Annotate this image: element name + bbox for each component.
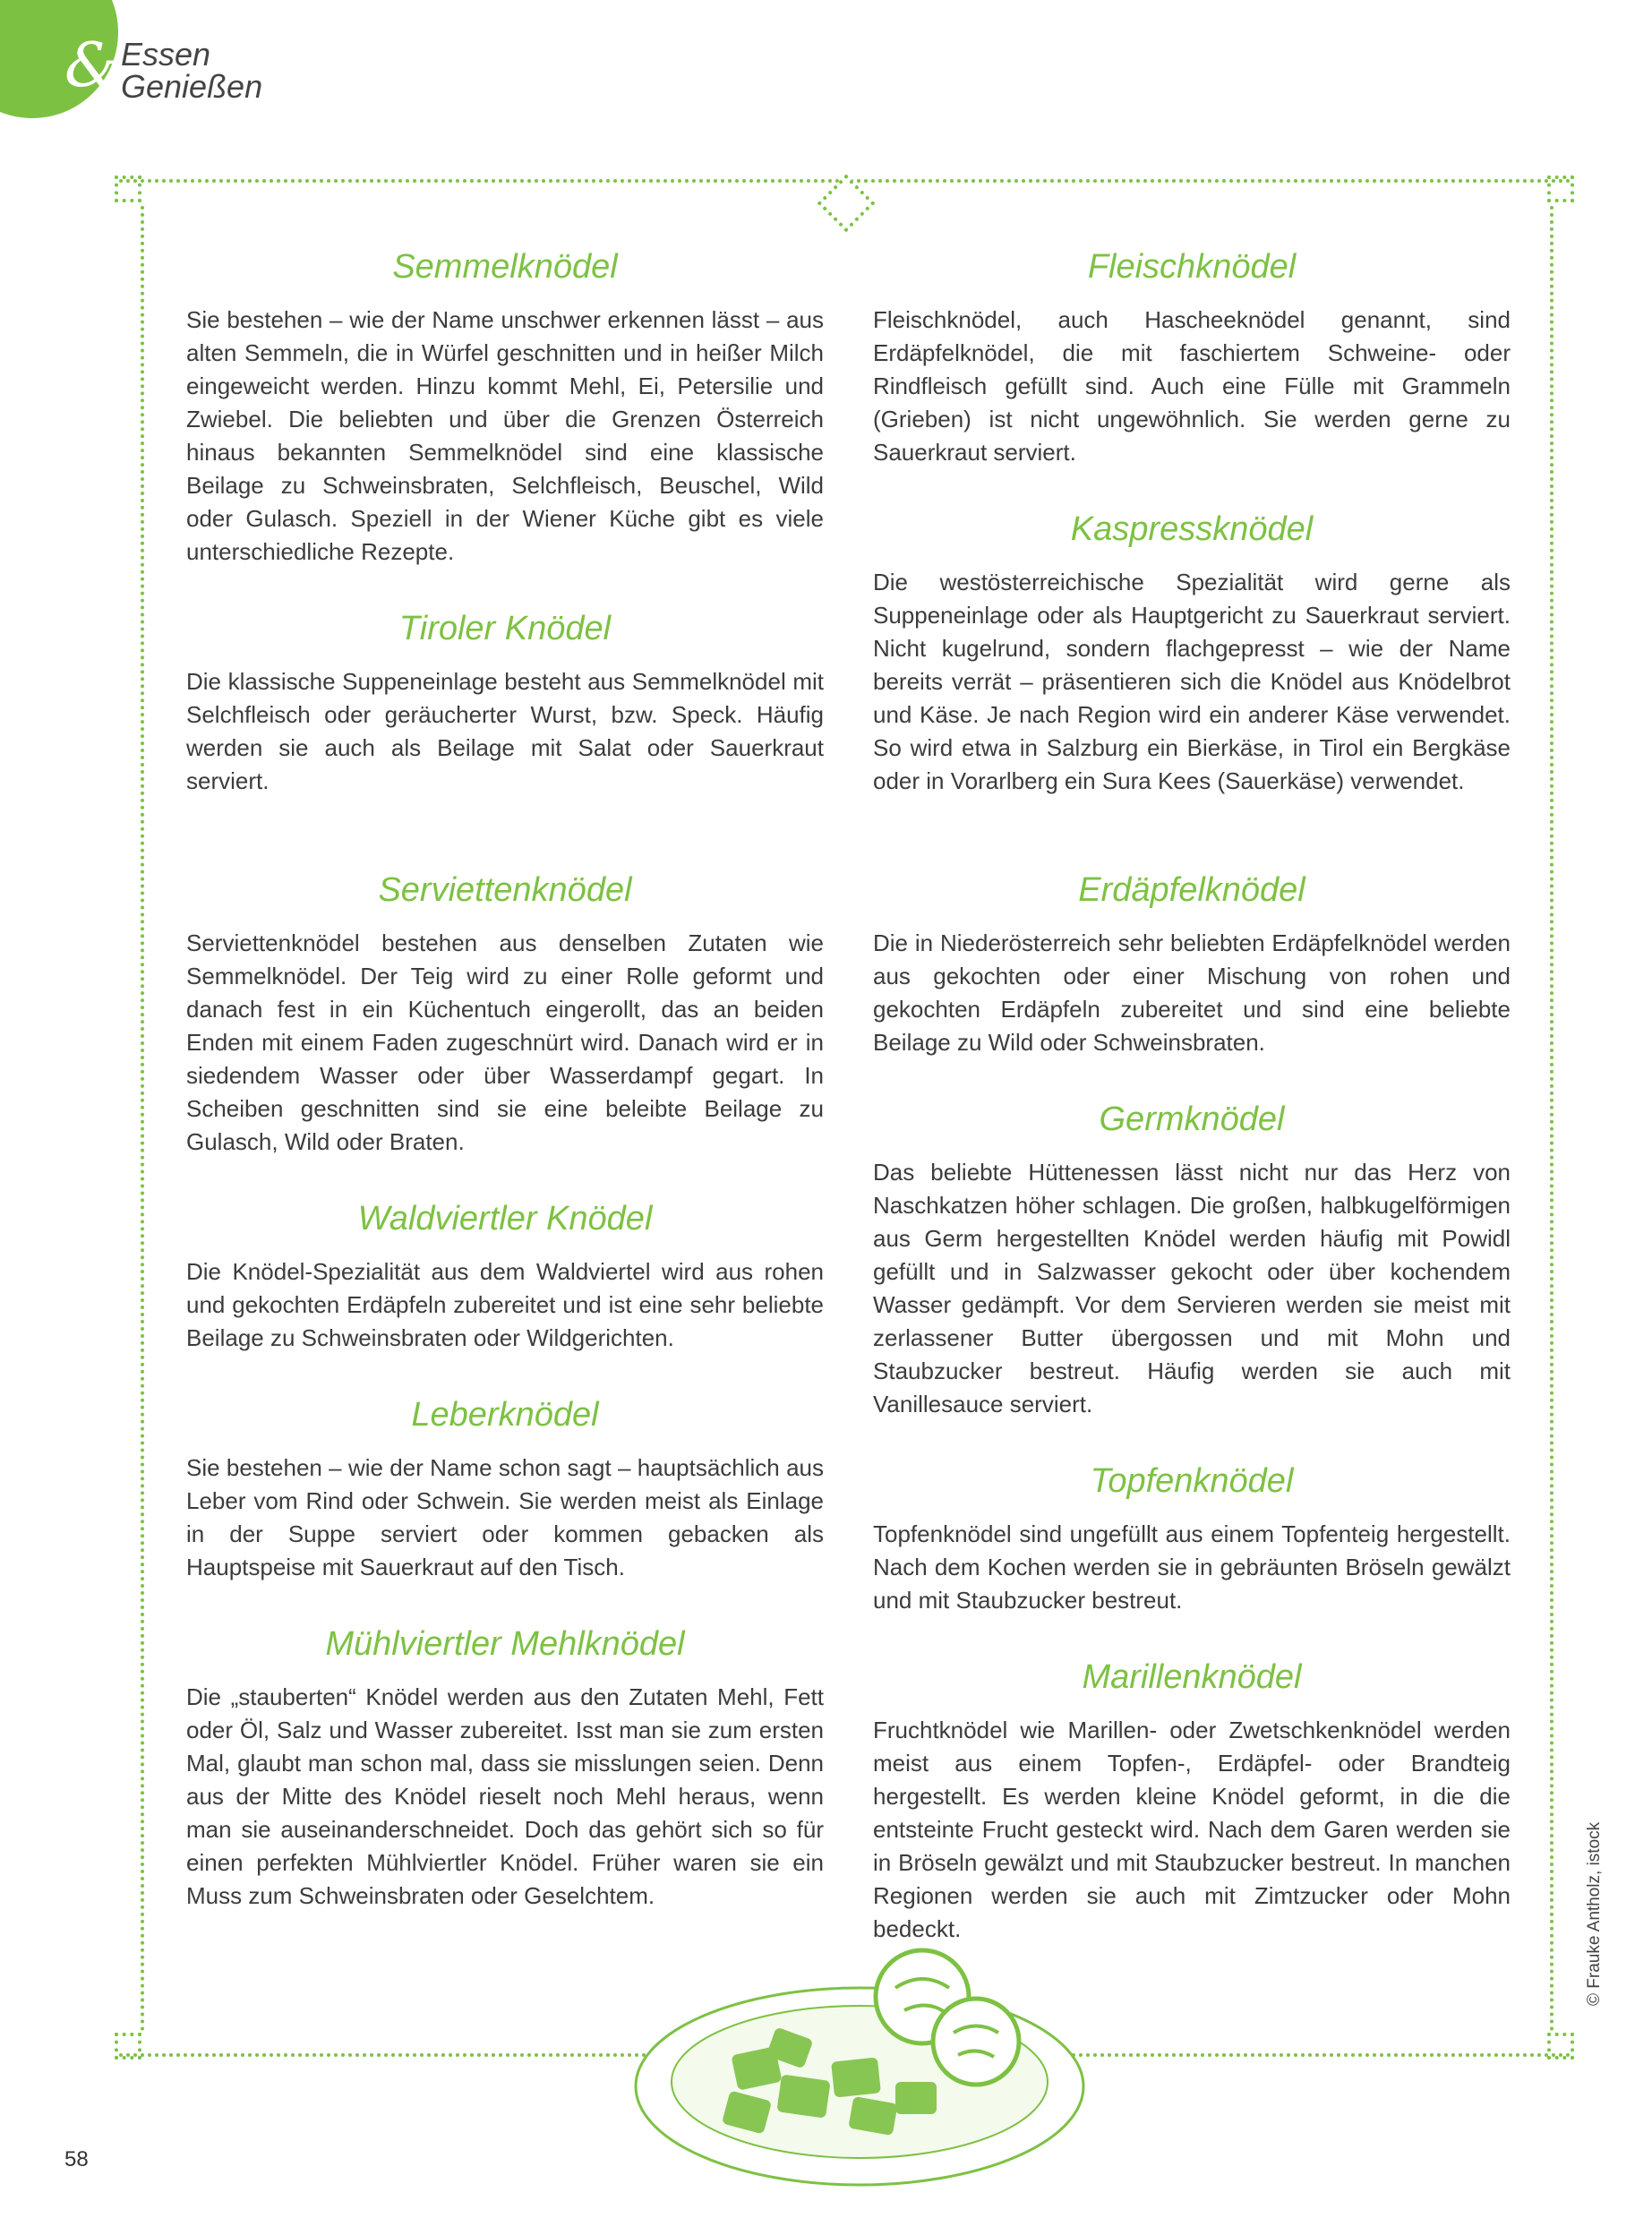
section-waldviertler-knoedel — [186, 1198, 824, 1355]
section-title: Fleischknödel — [1087, 248, 1297, 286]
frame-corner-top-left — [115, 176, 141, 202]
section-title: Kaspressknödel — [1070, 510, 1314, 548]
left-column — [186, 246, 824, 1913]
section-body: Die klassische Suppeneinlage besteht aus Semmelknödel mit Selchfleisch oder geräucherter Wurst, bzw. Speck. Häufig werden sie auch als Beilage mit Salat oder Sauerkraut serviert. — [186, 668, 824, 794]
section-tiroler-knoedel — [186, 608, 824, 798]
frame-corner-top-right — [1547, 176, 1574, 202]
photo-credit: © Frauke Antholz, istock — [1585, 1821, 1604, 2006]
dumpling-plate-illustration — [627, 1863, 1092, 2203]
section-semmelknoedel — [186, 246, 824, 569]
section-body: Serviettenknödel bestehen aus denselben Zutaten wie Semmelknödel. Der Teig wird zu einer Rolle geformt und danach fest in ein Küchentuch eingerollt, das an beiden Enden mit einem Faden zugeschnürt wird. Danach wird er in siedendem Wasser oder über Wasserdampf gegart. In Scheiben geschnitten sind sie eine beleibte Beilage zu Gulasch, Wild oder Braten. — [186, 929, 824, 1155]
section-body: Die „stauberten“ Knödel werden aus den Zutaten Mehl, Fett oder Öl, Salz und Wasser zubereitet. Isst man sie zum ersten Mal, glaubt man schon mal, dass sie misslungen seien. Denn aus der Mitte des Knödel rieselt noch Mehl heraus, wenn man sie auseinanderschneidet. Doch das gehört sich so für einen perfekten Mühlviertler Knödel. Früher waren sie ein Muss zum Schweinsbraten oder Geselchtem. — [186, 1683, 824, 1909]
right-column — [873, 246, 1511, 1946]
section-body: Die Knödel-Spezialität aus dem Waldviertel wird aus rohen und gekochten Erdäpfeln zubereitet und ist eine sehr beliebte Beilage zu Schweinsbraten oder Wildgerichten. — [186, 1258, 824, 1351]
section-topfenknoedel — [873, 1460, 1511, 1617]
frame-left-border — [141, 206, 144, 2033]
brand-ampersand: & — [64, 30, 119, 101]
page-number: 58 — [64, 2147, 89, 2171]
section-title: Germknödel — [1099, 1100, 1285, 1138]
section-body: Sie bestehen – wie der Name schon sagt – hauptsächlich aus Leber vom Rind oder Schwein. Sie werden meist als Einlage in der Suppe serviert oder kommen gebacken als Hauptspeise mit Sauerkraut auf den Tisch. — [186, 1454, 824, 1580]
section-title: Mühlviertler Mehlknödel — [325, 1625, 685, 1663]
section-fleischknoedel — [873, 246, 1511, 469]
frame-corner-bottom-left — [115, 2033, 141, 2060]
section-title: Tiroler Knödel — [398, 610, 612, 647]
section-body: Fleischknödel, auch Hascheeknödel genannt, sind Erdäpfelknödel, die mit faschiertem Schweine- oder Rindfleisch gefüllt sind. Auch eine Fülle mit Grammeln (Grieben) ist nicht ungewöhnlich. Sie werden gerne zu Sauerkraut serviert. — [873, 306, 1511, 466]
section-body: Die westösterreichische Spezialität wird gerne als Suppeneinlage oder als Hauptgericht zu Sauerkraut serviert. Nicht kugelrund, sondern flachgepresst – wie der Name bereits verrät – präsentieren sich die Knödel aus Knödelbrot und Käse. Je nach Region wird ein anderer Käse verwendet. So wird etwa in Salzburg ein Bierkäse, in Tirol ein Bergkäse oder in Vorarlberg ein Sura Kees (Sauerkäse) verwendet. — [873, 569, 1511, 794]
section-leberknoedel — [186, 1394, 824, 1584]
section-body: Sie bestehen – wie der Name unschwer erkennen lässt – aus alten Semmeln, die in Würfel geschnitten und in heißer Milch eingeweicht werden. Hinzu kommt Mehl, Ei, Petersilie und Zwiebel. Die beliebten und über die Grenzen Österreich hinaus bekannten Semmelknödel sind eine klassische Beilage zu Schweinsbraten, Selchfleisch, Beuschel, Wild oder Gulasch. Speziell in der Wiener Küche gibt es viele unterschiedliche Rezepte. — [186, 306, 824, 565]
section-title: Waldviertler Knödel — [357, 1200, 653, 1237]
section-title: Marillenknödel — [1082, 1658, 1302, 1696]
frame-corner-bottom-right — [1547, 2033, 1574, 2060]
section-title: Topfenknödel — [1090, 1462, 1294, 1500]
section-title: Serviettenknödel — [378, 871, 632, 909]
section-title: Leberknödel — [411, 1396, 599, 1434]
section-body: Fruchtknödel wie Marillen- oder Zwetschkenknödel werden meist aus einem Topfen-, Erdäpfel- oder Brandteig hergestellt. Es werden kleine Knödel geformt, in die die entsteinte Frucht gesteckt wird. Nach dem Garen werden sie in Bröseln gewälzt und mit Staubzucker bestreut. In manchen Regionen werden sie auch mit Zimtzucker oder Mohn bedeckt. — [873, 1717, 1511, 1942]
section-body: Topfenknödel sind ungefüllt aus einem Topfenteig hergestellt. Nach dem Kochen werden sie in gebräunten Bröseln gewälzt und mit Staubzucker bestreut. — [873, 1520, 1511, 1614]
section-germknoedel — [873, 1099, 1511, 1421]
brand-title-line2: Genießen — [121, 68, 263, 105]
section-title: Erdäpfelknödel — [1078, 871, 1305, 909]
section-body: Die in Niederösterreich sehr beliebten Erdäpfelknödel werden aus gekochten oder einer Mischung von rohen und gekochten Erdäpfeln zubereitet und sind eine beliebte Beilage zu Wild oder Schweinsbraten. — [873, 929, 1511, 1056]
section-erdaepfelknoedel — [873, 869, 1511, 1059]
section-title: Semmelknödel — [392, 248, 618, 286]
brand-title-line1: Essen — [121, 36, 211, 73]
frame-right-border — [1550, 206, 1554, 2033]
section-body: Das beliebte Hüttenessen lässt nicht nur das Herz von Naschkatzen höher schlagen. Die großen, halbkugelförmigen aus Germ hergestellten Knödel werden häufig mit Powidl gefüllt und in Salzwasser gekocht oder über kochendem Wasser gedämpft. Vor dem Servieren werden sie meist mit zerlassener Butter übergossen und mit Mohn und Staubzucker bestreut. Häufig werden sie auch mit Vanillesauce serviert. — [873, 1159, 1511, 1417]
section-serviettenknoedel — [186, 869, 824, 1159]
section-kaspressknoedel — [873, 509, 1511, 798]
